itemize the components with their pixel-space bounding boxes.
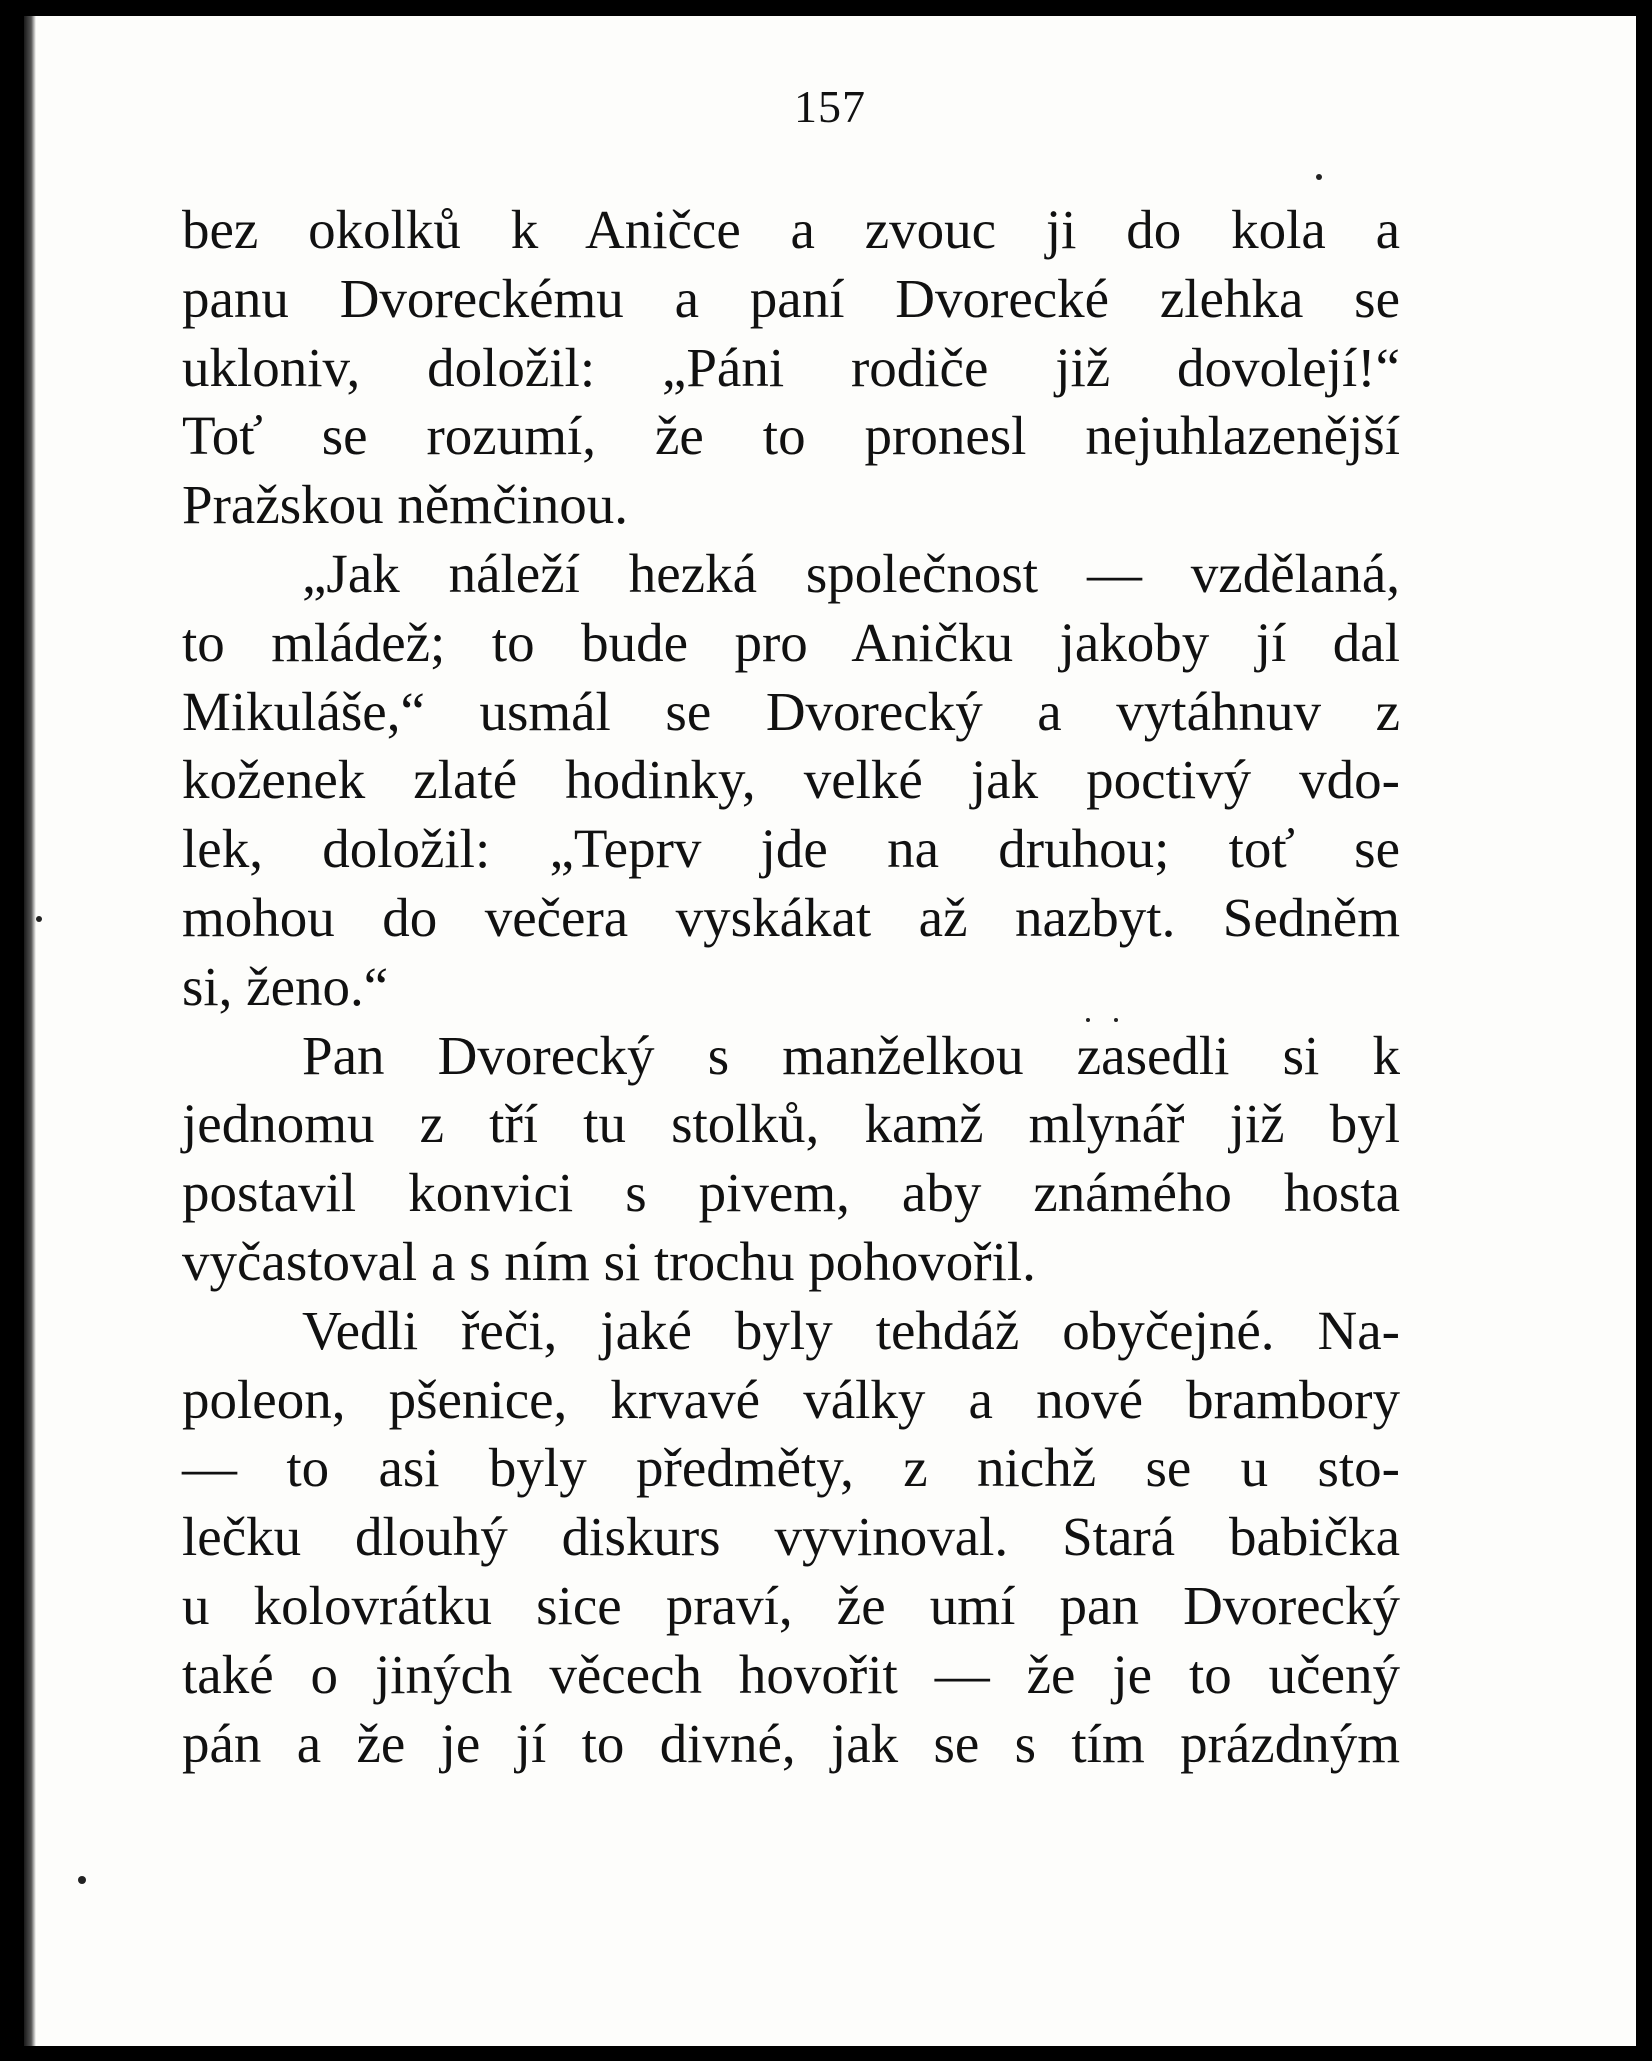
dust-speck	[36, 916, 42, 922]
dust-speck	[1114, 1018, 1118, 1022]
text-line: si, ženo.“	[182, 955, 389, 1017]
text-line: ukloniv, doložil: „Páni rodiče již dovolejí!“	[182, 336, 1400, 398]
dust-speck	[78, 1876, 86, 1884]
text-line: lečku dlouhý diskurs vyvinoval. Stará babička	[182, 1506, 1400, 1568]
text-line: koženek zlaté hodinky, velké jak poctivý vdo-	[182, 749, 1400, 811]
page-binding-edge	[24, 16, 36, 2046]
text-line: to mládež; to bude pro Aničku jakoby jí dal	[182, 611, 1400, 673]
text-line: — to asi byly předměty, z nichž se u sto-	[182, 1437, 1400, 1499]
text-line: lek, doložil: „Teprv jde na druhou; toť se	[182, 818, 1400, 880]
text-line: Toť se rozumí, že to pronesl nejuhlazenější	[182, 405, 1400, 467]
text-line: pán a že je jí to divné, jak se s tím prázdným	[182, 1712, 1400, 1774]
dust-speck	[1316, 174, 1322, 180]
text-line: u kolovrátku sice praví, že umí pan Dvorecký	[182, 1574, 1400, 1636]
text-line: poleon, pšenice, krvavé války a nové brambory	[182, 1368, 1400, 1430]
text-line: Pan Dvorecký s manželkou zasedli si k	[302, 1024, 1400, 1086]
dust-speck	[1086, 1018, 1090, 1022]
text-line: Vedli řeči, jaké byly tehdáž obyčejné. Na-	[302, 1299, 1400, 1361]
text-line: jednomu z tří tu stolků, kamž mlynář již byl	[182, 1093, 1400, 1155]
text-line: Mikuláše,“ usmál se Dvorecký a vytáhnuv z	[182, 680, 1400, 742]
body-text	[182, 196, 1400, 1778]
text-line: Pražskou němčinou.	[182, 474, 629, 536]
page-number: 157	[794, 81, 866, 132]
text-line: postavil konvici s pivem, aby známého hosta	[182, 1162, 1400, 1224]
text-line: vyčastoval a s ním si trochu pohovořil.	[182, 1230, 1036, 1292]
text-line: mohou do večera vyskákat až nazbyt. Sedněm	[182, 886, 1400, 948]
text-line: bez okolků k Aničce a zvouc ji do kola a	[182, 199, 1400, 260]
text-line: panu Dvoreckému a paní Dvorecké zlehka se	[182, 267, 1400, 329]
text-line: také o jiných věcech hovořit — že je to učený	[182, 1643, 1400, 1705]
text-line: „Jak náleží hezká společnost — vzdělaná,	[302, 542, 1400, 604]
book-page	[24, 16, 1636, 2046]
